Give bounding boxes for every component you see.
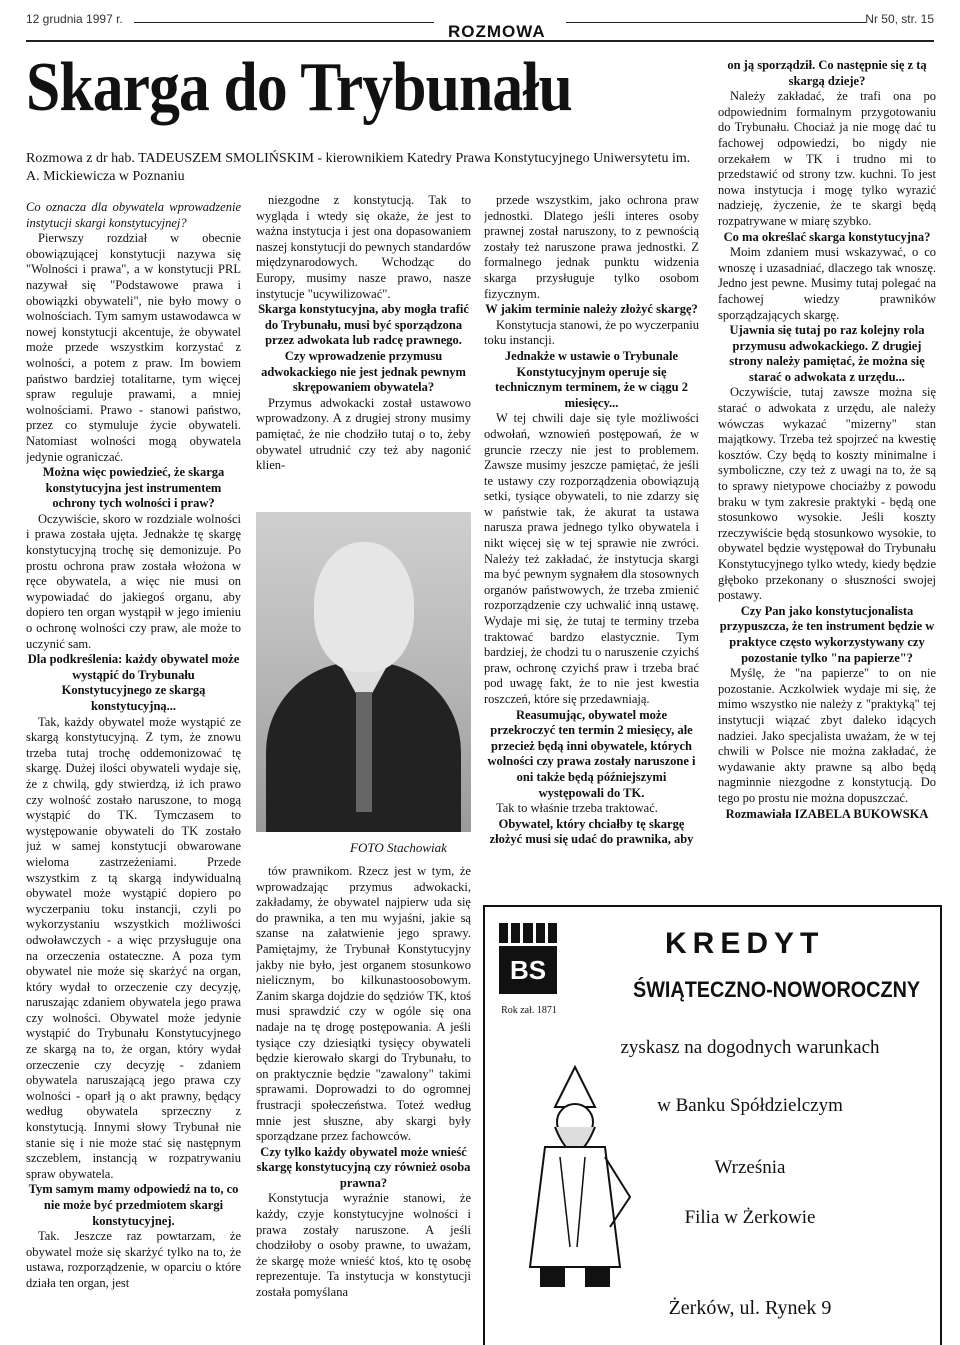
question-paragraph: W jakim terminie należy złożyć skargę? <box>485 302 698 317</box>
answer-paragraph: Należy zakładać, że trafi ona po odpowiednim formalnym przygotowaniu do Trybunału. Chociaż ja nie mogę dać tu fachowej odpowiedzi, bo nigdy nie orzekałem w TK i trudno mi to przedstawić od strony tzw. kuchni. To jest nowa instytucja i mogę tylko wyrazić nadzieję, życzenie, że te skargi będą rozpatrywane w miarę szybko. <box>718 89 936 228</box>
ad-line-bank: w Banku Spółdzielczym <box>657 1095 843 1116</box>
question-paragraph: Co oznacza dla obywatela wprowadzenie instytucji skargi konstytucyjnej? <box>26 200 241 230</box>
answer-paragraph: W tej chwili daje się tyle możliwości odwołań, wznowień postępowań, że w gruncie rzeczy nie jest to problemem. Zawsze musimy jeszcze pamiętać, że jeśli te ustawy czy rozporządzenia obowiązują setki, tysiące obywateli, to nie zdarzy się w państwie tak, że akurat ta ustawa narusza prawa jednego tylko obywatela i nikt więcej się w tej sprawie nie zwróci. Należy też zakładać, że instytucja skargi ma być pewnym sygnałem dla stosownych organów państwowych, że trzeba zmienić rozporządzenie czy uchwalić inną ustawę. Wydaje mi się, że tutaj te terminy trzeba traktować bardzo elastycznie. Tym bardziej, że chodzi tu o naruszenie czyichś praw, ochronę czyichś praw i trzeba brać pod uwagę fakt, że to nie jest kwestia roszczeń, które się przedawniają. <box>484 411 699 706</box>
question-paragraph: Ujawnia się tutaj po raz kolejny rola przymusu adwokackiego. Z drugiej strony należy pamiętać, że można się starać o adwokata z urzędu... <box>729 323 925 384</box>
answer-paragraph: Oczywiście, tutaj zawsze można się starać o adwokata z urzędu, ale należy wówczas wykazać "mizerny" stan majątkowy. Trzeba też spojrzeć na kwestię kosztów. Czy będą to koszty minimalne i symboliczne, czy też z uwagi na to, że są to sprawy nietypowe chociażby z powodu braku w tym zakresie praktyki - będą one stosunkowo wysokie. Jeśli koszty rzeczywiście będą stosunkowo wysokie, to obywatel będzie występował do Trybunału Konstytucyjnego tylko wtedy, kiedy będzie głęboko przekonany o słuszności swojej postawy. <box>718 385 936 603</box>
answer-paragraph: Tak, każdy obywatel może wystąpić ze skargą konstytucyjną. Z tym, że znowu trzeba tutaj trochę oddemonizować tę skargę. Dużej ilości obywateli wydaje się, że z chwilą, gdy stwierdzą, iż ich prawo czy wolność zostało naruszone, to mogą wystąpić do TK. Tymczasem to występowanie obywateli do TK zostało już w samej konstytucji obwarowane wieloma zastrzeżeniami. Przede wszystkim z tą skargą indywidualną obywatel może wystąpić dopiero po wyczerpaniu toku instancji, czyli po wykorzystaniu wszystkich możliwości odwoławczych - a więc przysługuje ona na orzeczenia ostateczne. A poza tym obywatel nie może się skarżyć na organ, który wydał to orzeczenie czy decyzję, naruszając zdaniem obywatela jego prawa czy wolności. Obywatel może jedynie wystąpić do Trybunału Konstytucyjnego ze skargą na to, że organ, który wydał orzeczenie czy decyzję - zdaniem obywatela naruszającą jego prawa czy wolności - oparł ją o akt prawny, będący według obywatela sprzeczny z konstytucją. Innymi słowy Trybunał nie stanie się i nie może stać się następnym szczeblem, instancją w rozpatrywaniu spraw obywatela. <box>26 714 241 1181</box>
answer-paragraph: Tak. Jeszcze raz powtarzam, że obywatel może się skarżyć tylko na to, że ustawa, rozporządzenie, w oparciu o które działa ten organ, jest <box>26 1229 241 1290</box>
ad-subtitle: ŚWIĄTECZNO-NOWOROCZNY <box>633 977 921 1002</box>
header-rule <box>566 22 866 23</box>
ad-line-terms: zyskasz na dogodnych warunkach <box>620 1037 880 1058</box>
article-column-1 <box>26 200 241 1343</box>
answer-paragraph: Oczywiście, skoro w rozdziale wolności i prawa została ujęta. Jednakże tę skargę konstytucyjną trochę się demonizuje. Po prostu ochrona praw została włożona w ręce obywatela, a więc nie musi on wypowiadać do jakiegoś organu, aby dopiero ten organ wystąpił w jego imieniu o ochronę wolności czy praw, ale może to uczynić sam. <box>26 511 241 651</box>
ad-title: KREDYT <box>665 927 825 960</box>
question-paragraph: Czy Pan jako konstytucjonalista przypuszcza, że ten instrument będzie w praktyce często wykorzystywany czy pozostanie tylko "na papierze"? <box>719 603 935 665</box>
question-paragraph: Tym samym mamy odpowiedź na to, co nie może być przedmiotem skargi konstytucyjnej. <box>28 1182 239 1228</box>
answer-paragraph: niezgodne z konstytucją. Tak to wygląda i wtedy się okaże, że jest to ważna instytucja i jest ona dopasowaniem naszej konstytucji do pewnych standardów międzynarodowych. Wchodząc do Europy, musimy nasze prawo, nasze instytucje "ucywilizować". <box>256 193 471 301</box>
logo-bars <box>499 923 557 943</box>
article-column-2 <box>256 193 471 503</box>
answer-paragraph: Moim zdaniem musi wskazywać, o co wnoszę i uzasadniać, dlaczego tak wnoszę. Jedno jest pewne. Musimy tutaj polegać na fachowej wiedzy prawników sporządzających skargę. <box>718 245 936 322</box>
header-divider <box>26 40 934 42</box>
question-paragraph: Co ma określać skarga konstytucyjna? <box>723 229 931 244</box>
issue-date: 12 grudnia 1997 r. <box>26 12 123 26</box>
interviewee-photo <box>256 512 471 832</box>
answer-paragraph: tów prawnikom. Rzecz jest w tym, że wprowadzając przymus adwokacki, zakładamy, że obywatel najpierw uda się do prawnika, a ten mu wyjaśni, jakie są szanse na załatwienie jego sprawy. Pamiętajmy, że Trybunał Konstytucyjny jakby nie było, jest organem stosunkowo nielicznym, bo kilkunastoosobowym. Zanim skarga dojdzie do sędziów TK, ktoś musi sprawdzić czy w ogóle się ona nadaje na tę drogę postępowania. A jeśli tysiące czy dziesiątki tysięcy obywateli będzie kierowało skargi do Trybunału, to on praktycznie będzie "zawalony" takimi sprawami. Doprowadzi to do ogromnej frustracji społeczeństwa. Toteż według mnie jest słuszne, aby skargi były sporządzane przez fachowców. <box>256 864 471 1144</box>
answer-paragraph: Przymus adwokacki został ustawowo wprowadzony. A z drugiej strony musimy pamiętać, że nie chodziło tutaj o to, żeby obywatel utrudnić czy też aby nagonić klien- <box>256 395 471 473</box>
answer-paragraph: Myślę, że "na papierze" to on nie pozostanie. Aczkolwiek wydaje mi się, że mimo wszystko nie należy z "praktyką" tej instytucji wiązać zbyt daleko idących nadziei. Jako specjalista uważam, że w tej chwili w Polsce nie można zakładać, że wydawanie akty prawne są albo będą nagminnie niezgodne z konstytucją. Do tego po prostu nie można dopuszczać. <box>718 666 936 805</box>
page-header <box>26 8 934 42</box>
question-paragraph: on ją sporządził. Co następnie się z tą skargą dzieje? <box>727 58 927 88</box>
issue-number: Nr 50, str. 15 <box>865 12 934 26</box>
answer-paragraph: Pierwszy rozdział w obecnie obowiązującej konstytucji nazywa się "Wolności i prawa", a w konstytucji PRL nazywał się "Podstawowe prawa i obowiązki obywateli", nie było mowy o wolnościach. Tym samym ustawodawca w nowej konstytucji akcentuje, że obywatel może przede wszystkim korzystać z wolności, a potem z praw. Im bowiem państwo bardziej totalitarne, tym więcej spraw reguluje prawami, a mniej wolnościami. Prawo - stanowi państwo, przez co stymuluje życie obywateli. Natomiast wolności mogą obywatela jedynie ograniczać. <box>26 231 241 464</box>
article-column-4 <box>718 58 936 918</box>
article-lead: Rozmowa z dr hab. TADEUSZEM SMOLIŃSKIM - kierownikiem Katedry Prawa Konstytucyjnego Uniwersytetu im. A. Mickiewicza w Poznaniu <box>26 151 691 184</box>
answer-paragraph: Tak to właśnie trzeba traktować. <box>496 801 658 816</box>
bank-logo <box>499 923 557 999</box>
ad-line-branch: Filia w Żerkowie <box>684 1207 816 1228</box>
question-paragraph: Czy tylko każdy obywatel może wnieść skargę konstytucyjną czy również osoba prawna? <box>256 1144 471 1190</box>
photo-figure-head <box>314 542 414 672</box>
question-paragraph: Jednakże w ustawie o Trybunale Konstytucyjnym operuje się technicznym terminem, że w ciągu 2 miesięcy... <box>495 348 688 410</box>
article-column-2-continued <box>256 864 471 1343</box>
ad-line-city: Września <box>714 1157 786 1178</box>
photo-figure-tie <box>356 692 372 812</box>
question-paragraph: Rozmawiała IZABELA BUKOWSKA <box>725 806 929 821</box>
article-title: Skarga do Trybunału <box>26 49 572 126</box>
answer-paragraph: Konstytucja wyraźnie stanowi, że każdy, czyje konstytucyjne wolności i prawa zostały naruszone. A jeśli chodziłoby o osoby prawne, to uważam, że skargę może wnieść ktoś, kto tę osobę reprezentuje. Ta instytucja w konstytucji została pomyślana <box>256 1191 471 1300</box>
question-paragraph: Obywatel, który chciałby tę skargę złożyć musi się udać do prawnika, aby <box>489 816 694 847</box>
article-column-3 <box>484 193 699 883</box>
question-paragraph: Skarga konstytucyjna, aby mogła trafić do Trybunału, musi być sporządzona przez adwokata lub radcę prawnego. Czy wprowadzenie przymusu adwokackiego nie jest jednak pewnym skrępowaniem obywatela? <box>258 302 469 395</box>
header-rule <box>134 22 434 23</box>
answer-paragraph: Konstytucja stanowi, że po wyczerpaniu toku instancji. <box>484 317 699 348</box>
photo-caption: FOTO Stachowiak <box>350 840 447 855</box>
question-paragraph: Reasumując, obywatel może przekroczyć ten termin 2 miesięcy, ale przecież będą inni obywatele, których wolności czy prawa zostały naruszone i oni także będą późniejszymi występowali do TK. <box>487 707 696 800</box>
answer-paragraph: przede wszystkim, jako ochrona praw jednostki. Dlatego jeśli interes osoby prawnej został naruszony, to z pewnością zostały też naruszone prawa jednostki. Z formalnego jednak punktu widzenia skarga przysługuje tylko osobom fizycznym. <box>484 193 699 301</box>
ad-address: Żerków, ul. Rynek 9 <box>668 1297 832 1319</box>
section-title: ROZMOWA <box>448 22 546 41</box>
question-paragraph: Dla podkreślenia: każdy obywatel może wystąpić do Trybunału Konstytucyjnego ze skargą konstytucyjną... <box>27 652 240 713</box>
bank-founded: Rok zał. 1871 <box>501 1005 557 1016</box>
bank-advertisement <box>483 905 942 1345</box>
question-paragraph: Można więc powiedzieć, że skarga konstytucyjna jest instrumentem ochrony tych wolności i praw? <box>42 465 225 511</box>
logo-letters: BS <box>499 946 557 994</box>
